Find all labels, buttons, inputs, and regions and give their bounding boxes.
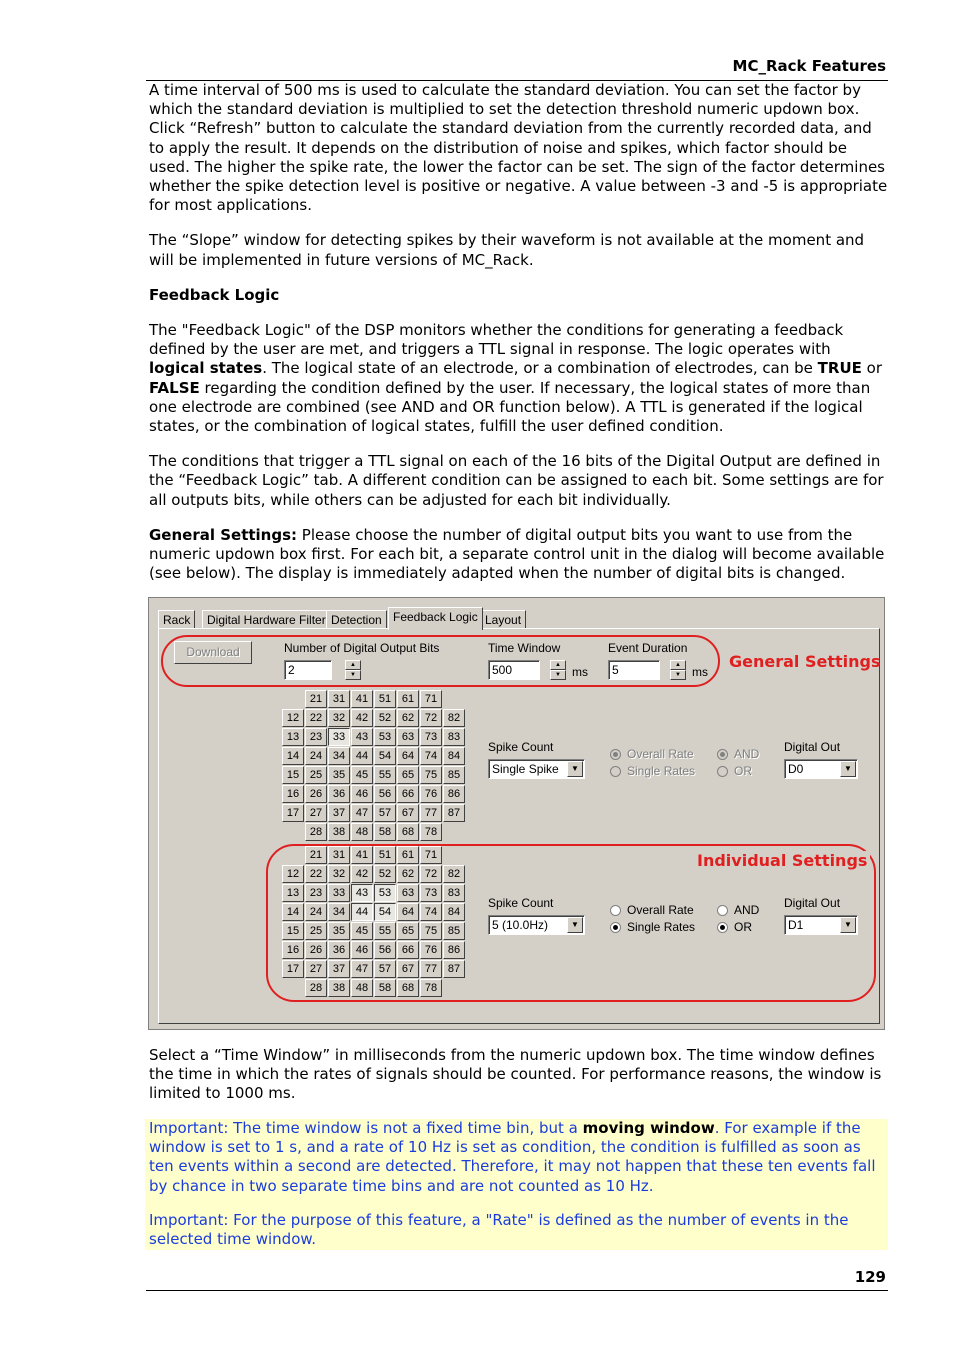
electrode-button-85[interactable]: 85 xyxy=(443,766,465,784)
tab-layout[interactable]: Layout xyxy=(480,610,526,629)
electrode-button-35[interactable]: 35 xyxy=(328,922,350,940)
electrode-button-17[interactable]: 17 xyxy=(282,804,304,822)
electrode-button-45[interactable]: 45 xyxy=(351,766,373,784)
spike-count-dropdown-bit0[interactable]: Single Spike ▼ xyxy=(488,759,585,779)
electrode-button-41[interactable]: 41 xyxy=(351,690,373,708)
heading-feedback-logic: Feedback Logic xyxy=(149,285,280,304)
electrode-button-56[interactable]: 56 xyxy=(374,785,396,803)
electrode-button-13[interactable]: 13 xyxy=(282,884,304,902)
time-window-input[interactable]: 500 xyxy=(488,660,540,680)
paragraph-time-window: Select a “Time Window” in milliseconds from the numeric updown box. The time window defines the time in which the rates of signals should be counted. For performance reasons, the window is limited to 1000 ms. xyxy=(149,1046,882,1103)
electrode-button-87[interactable]: 87 xyxy=(443,804,465,822)
spin-up-icon[interactable]: ▲ xyxy=(670,660,686,670)
electrode-button-73[interactable]: 73 xyxy=(420,884,442,902)
electrode-button-62[interactable]: 62 xyxy=(397,709,419,727)
electrode-button-33[interactable]: 33 xyxy=(328,884,350,902)
tab-detection[interactable]: Detection xyxy=(326,610,387,629)
electrode-button-48[interactable]: 48 xyxy=(351,979,373,997)
electrode-button-17[interactable]: 17 xyxy=(282,960,304,978)
spike-count-dropdown-bit1[interactable]: 5 (10.0Hz) ▼ xyxy=(488,915,585,935)
electrode-button-63[interactable]: 63 xyxy=(397,884,419,902)
electrode-button-38[interactable]: 38 xyxy=(328,823,350,841)
electrode-button-85[interactable]: 85 xyxy=(443,922,465,940)
electrode-button-74[interactable]: 74 xyxy=(420,903,442,921)
electrode-button-58[interactable]: 58 xyxy=(374,979,396,997)
electrode-button-46[interactable]: 46 xyxy=(351,941,373,959)
electrode-button-62[interactable]: 62 xyxy=(397,865,419,883)
electrode-button-48[interactable]: 48 xyxy=(351,823,373,841)
electrode-button-53[interactable]: 53 xyxy=(374,728,396,746)
electrode-button-77[interactable]: 77 xyxy=(420,804,442,822)
electrode-button-68[interactable]: 68 xyxy=(397,979,419,997)
electrode-button-52[interactable]: 52 xyxy=(374,865,396,883)
electrode-button-61[interactable]: 61 xyxy=(397,690,419,708)
electrode-button-67[interactable]: 67 xyxy=(397,960,419,978)
spike-count-label-bit1: Spike Count xyxy=(488,896,554,910)
electrode-button-63[interactable]: 63 xyxy=(397,728,419,746)
chevron-down-icon[interactable]: ▼ xyxy=(840,917,856,933)
electrode-button-16[interactable]: 16 xyxy=(282,941,304,959)
or-label-bit0: OR xyxy=(734,764,752,778)
electrode-button-75[interactable]: 75 xyxy=(420,922,442,940)
tab-digital-hardware-filter[interactable]: Digital Hardware Filter xyxy=(202,610,331,629)
electrode-button-42[interactable]: 42 xyxy=(351,865,373,883)
electrode-button-34[interactable]: 34 xyxy=(328,747,350,765)
electrode-button-76[interactable]: 76 xyxy=(420,785,442,803)
electrode-button-15[interactable]: 15 xyxy=(282,922,304,940)
page-number: 129 xyxy=(854,1268,886,1286)
electrode-button-28[interactable]: 28 xyxy=(305,979,327,997)
electrode-button-25[interactable]: 25 xyxy=(305,766,327,784)
and-label-bit0: AND xyxy=(734,747,760,761)
electrode-button-57[interactable]: 57 xyxy=(374,960,396,978)
electrode-button-24[interactable]: 24 xyxy=(305,903,327,921)
electrode-button-84[interactable]: 84 xyxy=(443,903,465,921)
electrode-button-61[interactable]: 61 xyxy=(397,846,419,864)
electrode-button-78[interactable]: 78 xyxy=(420,979,442,997)
electrode-button-51[interactable]: 51 xyxy=(374,846,396,864)
digital-out-label-bit0: Digital Out xyxy=(784,740,841,754)
electrode-button-35[interactable]: 35 xyxy=(328,766,350,784)
electrode-button-41[interactable]: 41 xyxy=(351,846,373,864)
spin-down-icon[interactable]: ▼ xyxy=(550,670,566,680)
event-duration-label: Event Duration xyxy=(608,641,688,655)
electrode-button-15[interactable]: 15 xyxy=(282,766,304,784)
electrode-grid-bit0 xyxy=(282,690,472,840)
note-moving-window: Important: The time window is not a fixed time bin, but a moving window. For example if the window is set to 1 s, and a rate of 10 Hz is set as condition, the condition is fulfilled as soon as ten events within a second are detected. Therefore, it may not happen that these ten events fall by chance in two separate time bins and are not counted as 10 Hz. xyxy=(149,1119,876,1195)
electrode-button-53[interactable]: 53 xyxy=(374,884,396,902)
individual-settings-annotation: Individual Settings xyxy=(694,851,870,870)
paragraph-feedback-logic: The "Feedback Logic" of the DSP monitors whether the conditions for generating a feedback defined by the user are met, and triggers a TTL signal in response. The logic operates with logical states. The logical state of an electrode, or a combination of electrodes, can be TRUE or FALSE regarding the condition defined by the user. If necessary, the logical states of more than one electrode are combined (see AND and OR function below). A TTL is generated if the logical states, or the combination of logical states, fulfill the user defined condition. xyxy=(149,321,882,436)
paragraph-slope: The “Slope” window for detecting spikes by their waveform is not available at the moment and will be implemented in future versions of MC_Rack. xyxy=(149,231,865,269)
electrode-button-44[interactable]: 44 xyxy=(351,747,373,765)
electrode-button-74[interactable]: 74 xyxy=(420,747,442,765)
electrode-button-42[interactable]: 42 xyxy=(351,709,373,727)
electrode-button-14[interactable]: 14 xyxy=(282,903,304,921)
electrode-button-34[interactable]: 34 xyxy=(328,903,350,921)
electrode-button-21[interactable]: 21 xyxy=(305,846,327,864)
electrode-button-67[interactable]: 67 xyxy=(397,804,419,822)
electrode-button-43[interactable]: 43 xyxy=(351,728,373,746)
body-bottom xyxy=(149,1046,889,1120)
important-note-text xyxy=(149,1119,879,1264)
electrode-button-65[interactable]: 65 xyxy=(397,766,419,784)
electrode-button-23[interactable]: 23 xyxy=(305,884,327,902)
electrode-button-73[interactable]: 73 xyxy=(420,728,442,746)
digital-out-dropdown-bit0[interactable]: D0 ▼ xyxy=(784,759,858,779)
electrode-button-26[interactable]: 26 xyxy=(305,785,327,803)
electrode-button-65[interactable]: 65 xyxy=(397,922,419,940)
or-label-bit1: OR xyxy=(734,920,752,934)
electrode-button-27[interactable]: 27 xyxy=(305,804,327,822)
num-bits-input[interactable]: 2 xyxy=(284,660,332,680)
spin-down-icon[interactable]: ▼ xyxy=(345,670,361,680)
electrode-button-21[interactable]: 21 xyxy=(305,690,327,708)
electrode-button-25[interactable]: 25 xyxy=(305,922,327,940)
electrode-button-82[interactable]: 82 xyxy=(443,865,465,883)
chevron-down-icon[interactable]: ▼ xyxy=(840,761,856,777)
electrode-button-27[interactable]: 27 xyxy=(305,960,327,978)
electrode-button-22[interactable]: 22 xyxy=(305,709,327,727)
electrode-button-66[interactable]: 66 xyxy=(397,785,419,803)
electrode-button-32[interactable]: 32 xyxy=(328,865,350,883)
electrode-button-54[interactable]: 54 xyxy=(374,903,396,921)
feedback-logic-dialog xyxy=(148,597,885,1030)
electrode-button-38[interactable]: 38 xyxy=(328,979,350,997)
event-duration-unit: ms xyxy=(692,665,708,679)
electrode-button-72[interactable]: 72 xyxy=(420,865,442,883)
electrode-button-31[interactable]: 31 xyxy=(328,690,350,708)
electrode-button-37[interactable]: 37 xyxy=(328,960,350,978)
electrode-button-31[interactable]: 31 xyxy=(328,846,350,864)
or-radio-bit0[interactable] xyxy=(717,766,728,777)
time-window-unit: ms xyxy=(572,665,588,679)
electrode-button-47[interactable]: 47 xyxy=(351,804,373,822)
electrode-button-58[interactable]: 58 xyxy=(374,823,396,841)
electrode-button-37[interactable]: 37 xyxy=(328,804,350,822)
electrode-button-16[interactable]: 16 xyxy=(282,785,304,803)
electrode-button-46[interactable]: 46 xyxy=(351,785,373,803)
electrode-button-86[interactable]: 86 xyxy=(443,785,465,803)
general-settings-highlight xyxy=(161,635,720,687)
electrode-button-83[interactable]: 83 xyxy=(443,884,465,902)
and-label-bit1: AND xyxy=(734,903,760,917)
electrode-button-26[interactable]: 26 xyxy=(305,941,327,959)
electrode-button-54[interactable]: 54 xyxy=(374,747,396,765)
electrode-button-45[interactable]: 45 xyxy=(351,922,373,940)
digital-out-dropdown-bit1[interactable]: D1 ▼ xyxy=(784,915,858,935)
running-header: MC_Rack Features xyxy=(732,57,886,75)
electrode-button-57[interactable]: 57 xyxy=(374,804,396,822)
spin-up-icon[interactable]: ▲ xyxy=(345,660,361,670)
tab-feedback-logic[interactable]: Feedback Logic xyxy=(388,607,483,630)
event-duration-input[interactable]: 5 xyxy=(608,660,660,680)
electrode-button-71[interactable]: 71 xyxy=(420,690,442,708)
electrode-button-66[interactable]: 66 xyxy=(397,941,419,959)
chevron-down-icon[interactable]: ▼ xyxy=(567,917,583,933)
digital-out-label-bit1: Digital Out xyxy=(784,896,841,910)
tab-rack[interactable]: Rack xyxy=(158,610,195,629)
electrode-button-55[interactable]: 55 xyxy=(374,922,396,940)
electrode-button-43[interactable]: 43 xyxy=(351,884,373,902)
and-radio-bit0[interactable] xyxy=(717,749,728,760)
electrode-button-83[interactable]: 83 xyxy=(443,728,465,746)
paragraph-conditions: The conditions that trigger a TTL signal on each of the 16 bits of the Digital Output are defined in the “Feedback Logic” tab. A different condition can be assigned to each bit. Some settings are for all outputs bits, while others can be adjusted for each bit individually. xyxy=(149,452,884,509)
electrode-button-82[interactable]: 82 xyxy=(443,709,465,727)
electrode-button-36[interactable]: 36 xyxy=(328,941,350,959)
electrode-button-56[interactable]: 56 xyxy=(374,941,396,959)
electrode-button-14[interactable]: 14 xyxy=(282,747,304,765)
electrode-button-33[interactable]: 33 xyxy=(328,728,350,746)
overall-rate-label-bit0: Overall Rate xyxy=(627,747,694,761)
electrode-button-36[interactable]: 36 xyxy=(328,785,350,803)
body-top xyxy=(149,81,889,599)
download-button[interactable]: Download xyxy=(174,641,252,664)
electrode-button-28[interactable]: 28 xyxy=(305,823,327,841)
electrode-button-84[interactable]: 84 xyxy=(443,747,465,765)
electrode-button-23[interactable]: 23 xyxy=(305,728,327,746)
electrode-button-71[interactable]: 71 xyxy=(420,846,442,864)
electrode-button-78[interactable]: 78 xyxy=(420,823,442,841)
electrode-button-77[interactable]: 77 xyxy=(420,960,442,978)
footer-rule xyxy=(146,1290,888,1291)
electrode-button-55[interactable]: 55 xyxy=(374,766,396,784)
paragraph-std-deviation: A time interval of 500 ms is used to calculate the standard deviation. You can set the factor by which the standard deviation is multiplied to set the detection threshold numeric updown box. Click “Refresh” button to calculate the standard deviation from the currently recorded data, and to apply the result. It depends on the distribution of noise and spikes, which factor should be used. The higher the spike rate, the lower the factor can be set. The sign of the factor determines whether the spike detection level is positive or negative. A value between -3 and -5 is appropriate for most applications. xyxy=(149,81,888,215)
electrode-button-12[interactable]: 12 xyxy=(282,709,304,727)
spin-up-icon[interactable]: ▲ xyxy=(550,660,566,670)
note-rate-definition: Important: For the purpose of this feature, a "Rate" is defined as the number of events in the selected time window. xyxy=(149,1210,849,1249)
spike-count-label-bit0: Spike Count xyxy=(488,740,554,754)
electrode-button-64[interactable]: 64 xyxy=(397,747,419,765)
electrode-button-86[interactable]: 86 xyxy=(443,941,465,959)
electrode-button-24[interactable]: 24 xyxy=(305,747,327,765)
electrode-button-32[interactable]: 32 xyxy=(328,709,350,727)
electrode-button-12[interactable]: 12 xyxy=(282,865,304,883)
electrode-button-47[interactable]: 47 xyxy=(351,960,373,978)
single-rates-label-bit0: Single Rates xyxy=(627,764,696,778)
electrode-button-22[interactable]: 22 xyxy=(305,865,327,883)
single-rates-radio-bit0[interactable] xyxy=(610,766,621,777)
electrode-button-75[interactable]: 75 xyxy=(420,766,442,784)
time-window-label: Time Window xyxy=(488,641,561,655)
overall-rate-label-bit1: Overall Rate xyxy=(627,903,694,917)
electrode-button-72[interactable]: 72 xyxy=(420,709,442,727)
num-bits-label: Number of Digital Output Bits xyxy=(284,641,440,655)
electrode-button-64[interactable]: 64 xyxy=(397,903,419,921)
electrode-button-76[interactable]: 76 xyxy=(420,941,442,959)
paragraph-general-settings: General Settings: Please choose the number of digital output bits you want to use from the numeric updown box first. For each bit, a separate control unit in the dialog will become available (see below). The display is immediately adapted when the number of digital bits is changed. xyxy=(149,525,885,583)
single-rates-label-bit1: Single Rates xyxy=(627,920,696,934)
overall-rate-radio-bit0[interactable] xyxy=(610,749,621,760)
electrode-button-68[interactable]: 68 xyxy=(397,823,419,841)
electrode-button-87[interactable]: 87 xyxy=(443,960,465,978)
electrode-button-52[interactable]: 52 xyxy=(374,709,396,727)
electrode-button-51[interactable]: 51 xyxy=(374,690,396,708)
chevron-down-icon[interactable]: ▼ xyxy=(567,761,583,777)
electrode-button-13[interactable]: 13 xyxy=(282,728,304,746)
general-settings-annotation: General Settings xyxy=(729,652,881,671)
electrode-button-44[interactable]: 44 xyxy=(351,903,373,921)
spin-down-icon[interactable]: ▼ xyxy=(670,670,686,680)
